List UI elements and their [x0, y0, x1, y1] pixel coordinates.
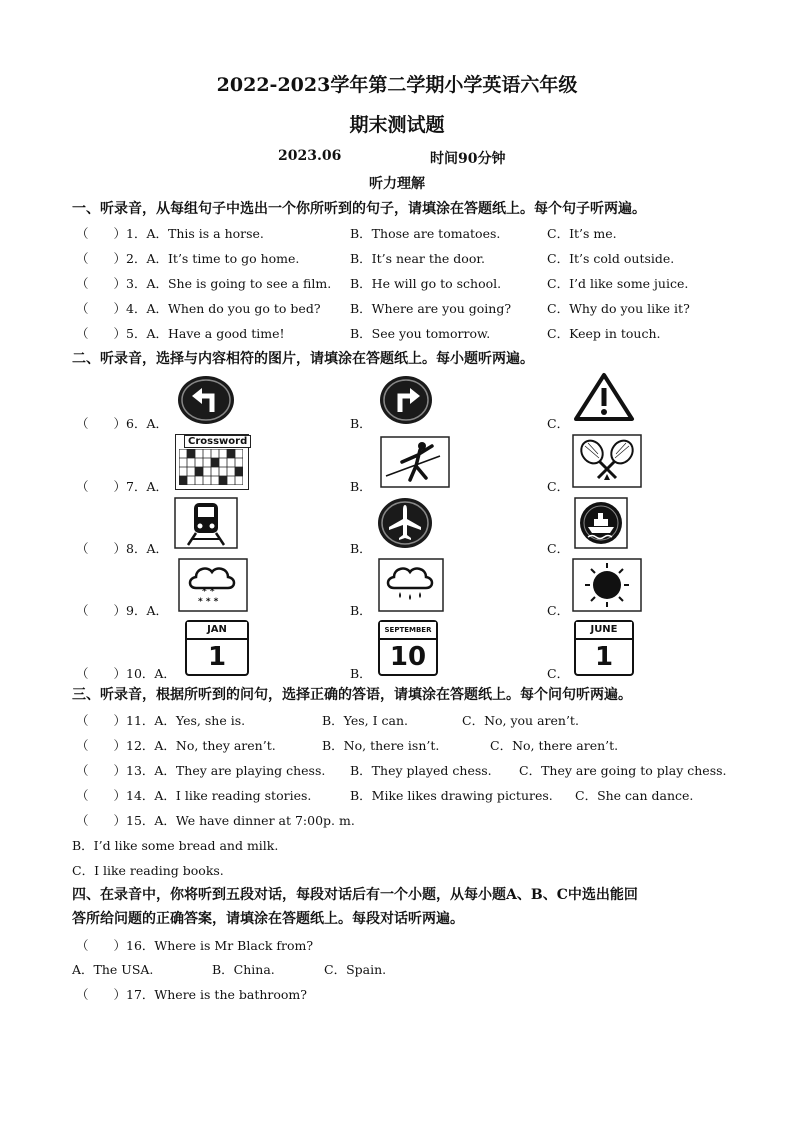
question-17: （ ）17．Where is the bathroom? [76, 987, 307, 1002]
turn-left-sign-icon [176, 374, 236, 426]
option-11b: B．Yes, I can. [322, 713, 408, 728]
option-1b: B．Those are tomatoes. [350, 226, 501, 241]
question-9: （ ）9．A． [76, 603, 168, 618]
option-11c: C．No, you aren’t. [462, 713, 579, 728]
question-7: （ ）7．A． [76, 479, 168, 494]
calendar-a-day: 1 [207, 642, 227, 672]
ship-icon [574, 497, 628, 549]
question-14: （ ）14．A．I like reading stories. [76, 788, 312, 803]
question-2: （ ）2．A．It’s time to go home. [76, 251, 300, 266]
exam-date: 2023.06 [278, 148, 342, 164]
calendar-c-day: 1 [594, 642, 614, 672]
section4-heading-line2: 答所给问题的正确答案，请填涂在答题纸上。每段对话听两遍。 [72, 911, 464, 927]
turn-right-sign-icon [378, 374, 434, 426]
option-7c-label: C． [547, 479, 570, 494]
option-2b: B．It’s near the door. [350, 251, 485, 266]
question-12: （ ）12．A．No, they aren’t. [76, 738, 276, 753]
option-12b: B．No, there isn’t. [322, 738, 440, 753]
svg-text:* * *: * * * [198, 597, 219, 607]
calendar-c-month: JUNE [576, 622, 632, 640]
question-3: （ ）3．A．She is going to see a film. [76, 276, 332, 291]
page-subtitle: 期末测试题 [349, 114, 445, 136]
section2-heading: 二、听录音，选择与内容相符的图片，请填涂在答题纸上。每小题听两遍。 [72, 351, 534, 367]
calendar-september-icon [378, 620, 438, 676]
crossword-grid-icon [179, 449, 243, 485]
warning-sign-icon [573, 372, 635, 422]
question-4: （ ）4．A．When do you go to bed? [76, 301, 321, 316]
option-5c: C．Keep in touch. [547, 326, 661, 341]
option-6b-label: B． [350, 416, 372, 431]
badminton-icon [572, 434, 642, 488]
calendar-jan-icon [185, 620, 249, 676]
option-4c: C．Why do you like it? [547, 301, 690, 316]
option-2c: C．It’s cold outside. [547, 251, 675, 266]
page-title: 2022-2023学年第二学期小学英语六年级 [216, 74, 578, 96]
calendar-june-icon [574, 620, 634, 676]
sunny-weather-icon [572, 558, 642, 612]
calendar-a-month: JAN [187, 622, 247, 640]
option-9b-label: B． [350, 603, 372, 618]
calendar-b-month: SEPTEMBER [380, 622, 436, 640]
svg-text:* *: * * [202, 587, 215, 597]
option-14b: B．Mike likes drawing pictures. [350, 788, 553, 803]
part-title: 听力理解 [369, 176, 425, 192]
option-16a: A．The USA. [72, 962, 154, 977]
calendar-b-day: 10 [389, 642, 427, 672]
option-12c: C．No, there aren’t. [490, 738, 619, 753]
snow-weather-icon [178, 558, 248, 612]
section1-heading: 一、听录音，从每组句子中选出一个你所听到的句子，请填涂在答题纸上。每个句子听两遍。 [72, 201, 646, 217]
section4-heading-line1: 四、在录音中，你将听到五段对话，每段对话后有一个小题，从每小题A、B、C中选出能回 [72, 887, 638, 903]
section3-heading: 三、听录音，根据所听到的问句，选择正确的答语，请填涂在答题纸上。每个问句听两遍。 [72, 687, 632, 703]
rain-weather-icon [378, 558, 444, 612]
option-9c-label: C． [547, 603, 570, 618]
option-10c-label: C． [547, 666, 570, 681]
option-13c: C．They are going to play chess. [519, 763, 727, 778]
question-10: （ ）10．A． [76, 666, 176, 681]
option-1c: C．It’s me. [547, 226, 617, 241]
question-11: （ ）11．A．Yes, she is. [76, 713, 246, 728]
option-8b-label: B． [350, 541, 372, 556]
question-13: （ ）13．A．They are playing chess. [76, 763, 326, 778]
kung-fu-icon [380, 436, 450, 488]
option-3c: C．I’d like some juice. [547, 276, 689, 291]
crossword-label: Crossword [184, 435, 251, 448]
option-8c-label: C． [547, 541, 570, 556]
question-8: （ ）8．A． [76, 541, 168, 556]
crossword-puzzle-icon [175, 434, 249, 490]
question-16: （ ）16．Where is Mr Black from? [76, 938, 314, 953]
option-16b: B．China. [212, 962, 275, 977]
option-6c-label: C． [547, 416, 570, 431]
exam-time: 时间90分钟 [430, 151, 506, 167]
option-10b-label: B． [350, 666, 372, 681]
option-13b: B．They played chess. [350, 763, 492, 778]
question-6: （ ）6．A． [76, 416, 168, 431]
question-1: （ ）1．A．This is a horse. [76, 226, 264, 241]
train-icon [174, 497, 238, 549]
option-15c: C．I like reading books. [72, 863, 224, 878]
airplane-icon [377, 497, 433, 549]
option-3b: B．He will go to school. [350, 276, 502, 291]
option-16c: C．Spain. [324, 962, 387, 977]
option-7b-label: B． [350, 479, 372, 494]
option-15b: B．I’d like some bread and milk. [72, 838, 279, 853]
option-5b: B．See you tomorrow. [350, 326, 491, 341]
option-4b: B．Where are you going? [350, 301, 512, 316]
question-15: （ ）15．A．We have dinner at 7:00p. m. [76, 813, 355, 828]
option-14c: C．She can dance. [575, 788, 694, 803]
question-5: （ ）5．A．Have a good time! [76, 326, 285, 341]
